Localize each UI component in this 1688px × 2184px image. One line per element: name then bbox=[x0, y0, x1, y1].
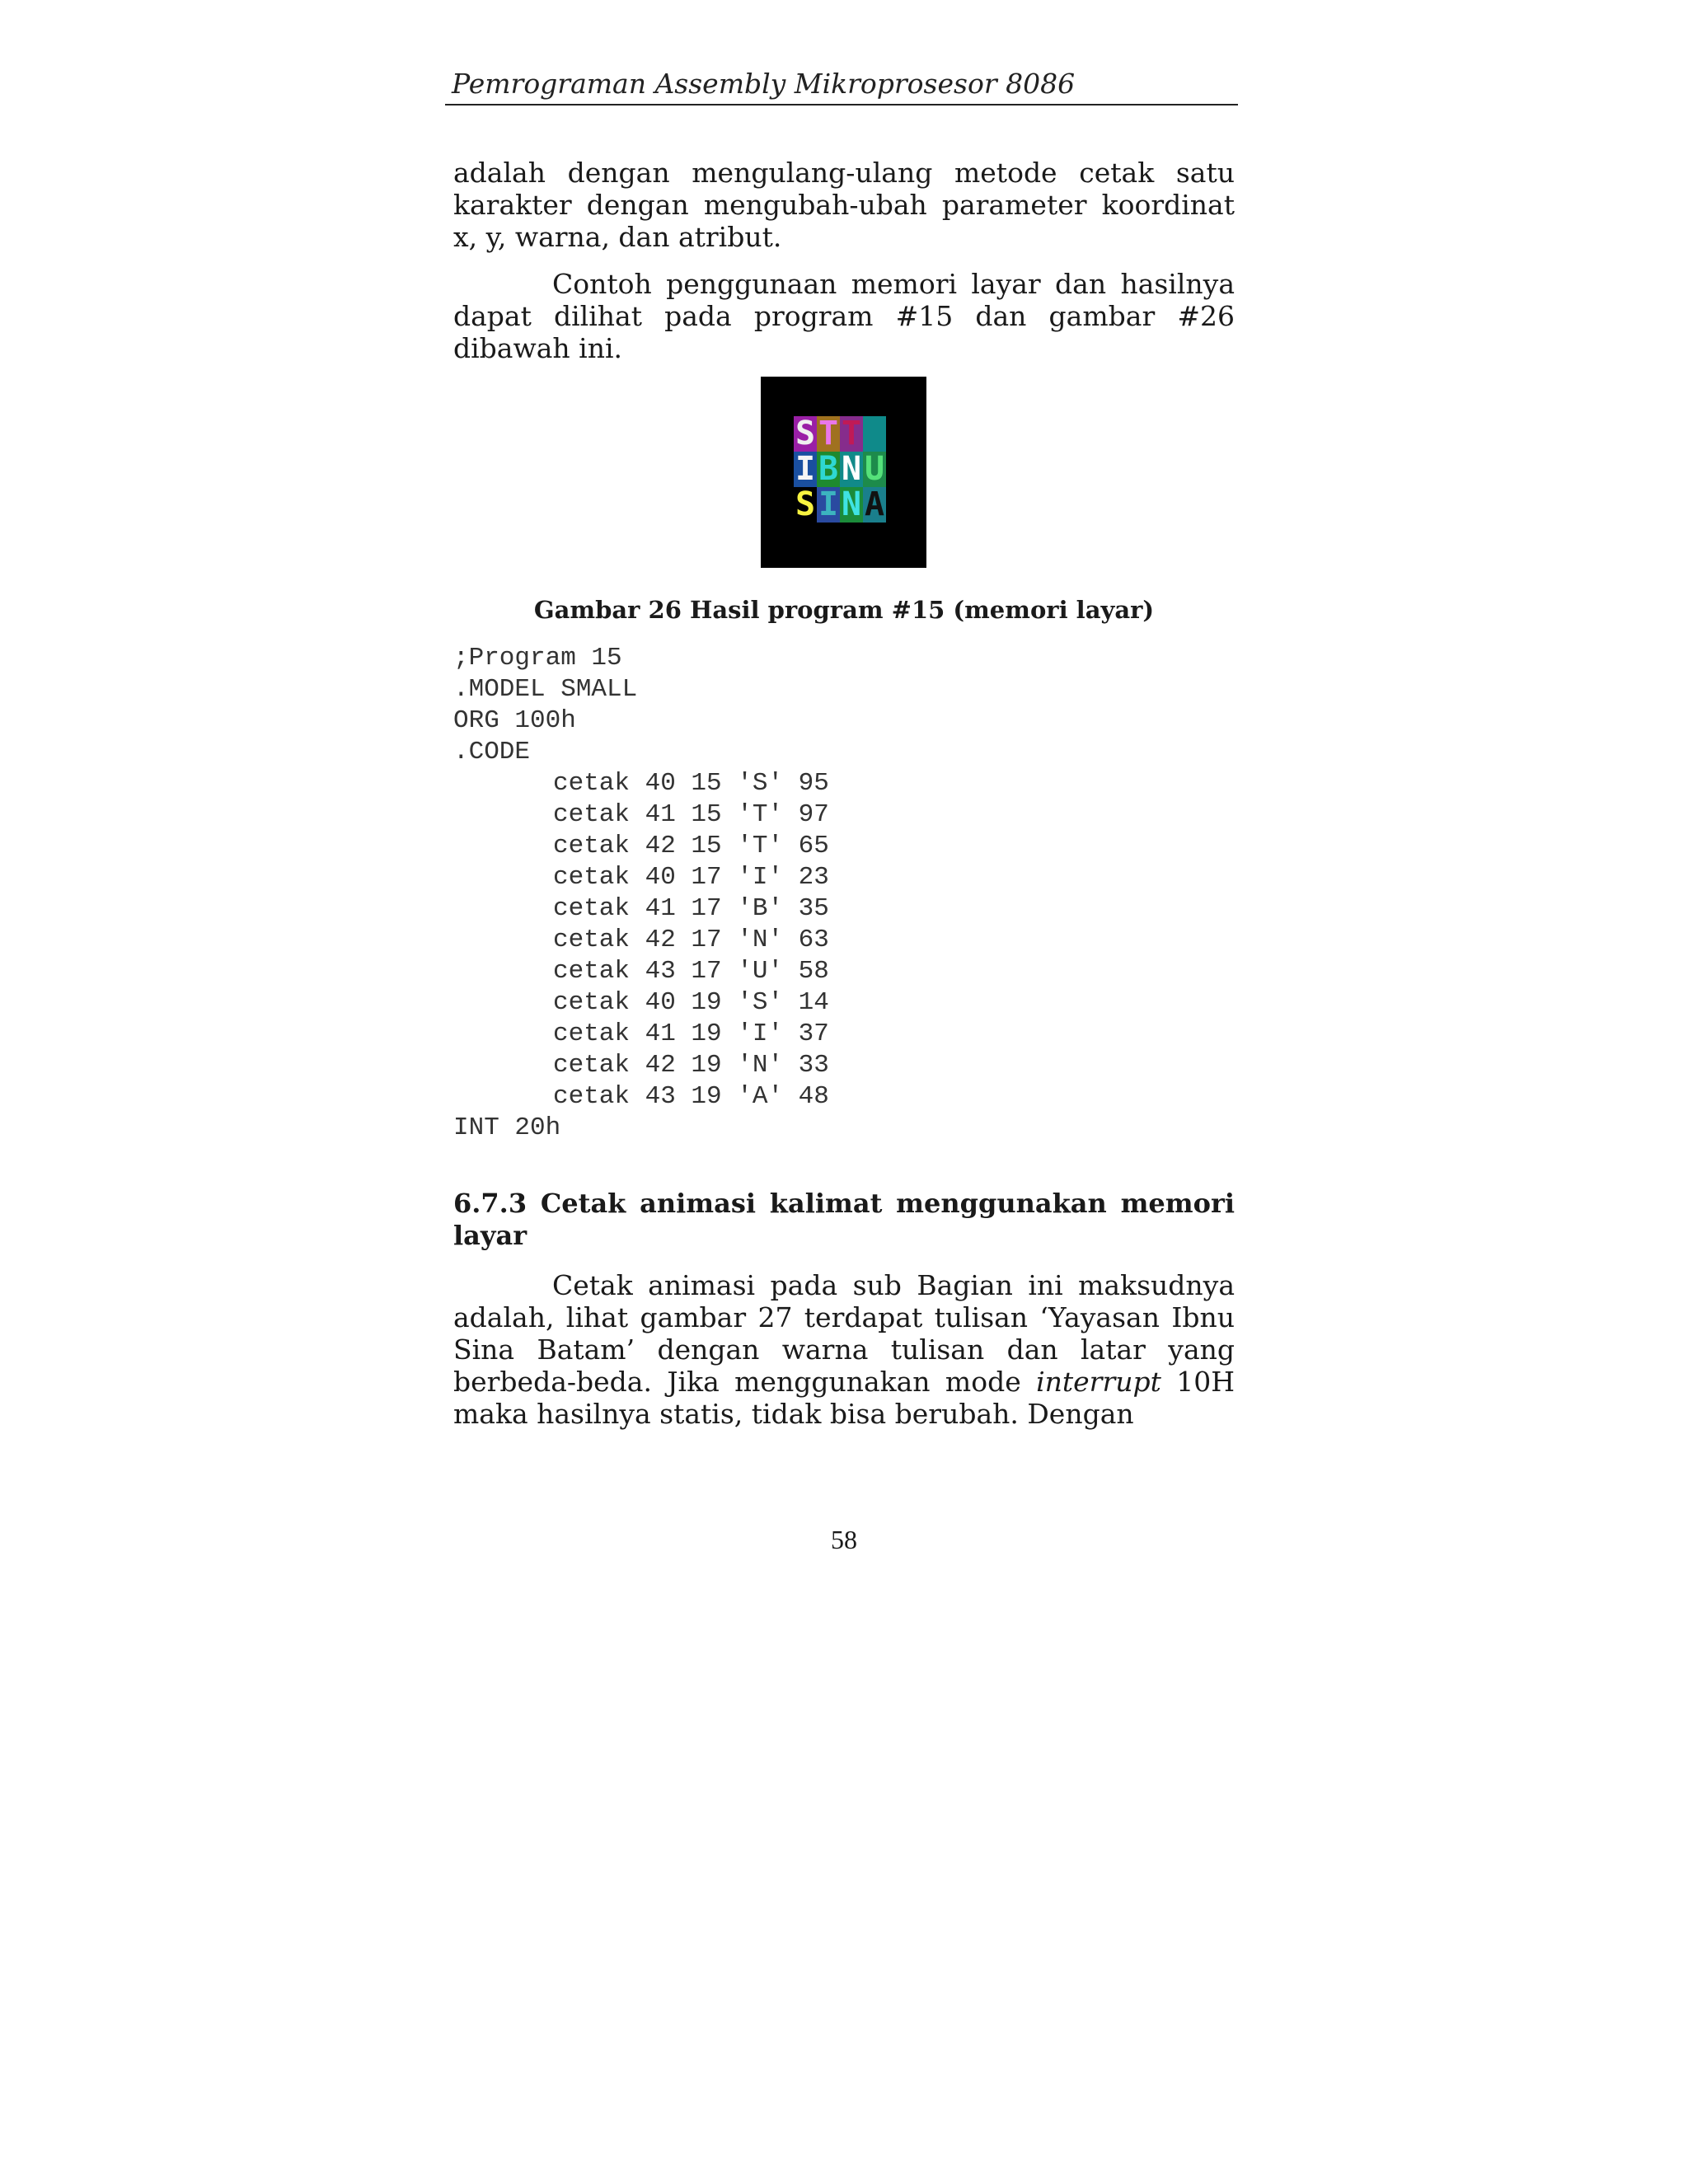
screen-char-cell: A bbox=[864, 487, 885, 523]
paragraph-intro: adalah dengan mengulang-ulang metode cetak satu karakter dengan mengubah-ubah parameter koordinat x, y, warna, dan atribut. bbox=[453, 157, 1235, 253]
figure-caption: Gambar 26 Hasil program #15 (memori layar) bbox=[533, 596, 1155, 624]
code-line: ;Program 15 bbox=[453, 644, 622, 673]
code-line: cetak 40 17 'I' 23 bbox=[553, 863, 829, 892]
paragraph-animation bbox=[453, 1269, 1235, 1430]
section-heading: 6.7.3 Cetak animasi kalimat menggunakan memori layar bbox=[453, 1188, 1235, 1251]
screen-char-cell: N bbox=[841, 487, 862, 523]
paragraph-text: 10H maka hasilnya statis, tidak bisa berubah. Dengan bbox=[453, 1366, 1235, 1430]
italic-term: interrupt bbox=[1036, 1366, 1161, 1398]
code-line: cetak 43 17 'U' 58 bbox=[553, 957, 829, 986]
running-header bbox=[445, 64, 1238, 105]
screen-char-cell: U bbox=[864, 452, 885, 487]
screen-char-cell: I bbox=[795, 452, 816, 487]
screen-char-cell: S bbox=[795, 487, 816, 523]
code-line: ORG 100h bbox=[453, 706, 576, 735]
code-line: cetak 40 19 'S' 14 bbox=[553, 988, 829, 1017]
code-line: cetak 43 19 'A' 48 bbox=[553, 1082, 829, 1111]
code-line: cetak 42 19 'N' 33 bbox=[553, 1051, 829, 1080]
screen-output-figure bbox=[761, 377, 926, 568]
page-number: 58 bbox=[831, 1525, 857, 1554]
paragraph-example: Contoh penggunaan memori layar dan hasilnya dapat dilihat pada program #15 dan gambar #26 dibawah ini. bbox=[453, 268, 1235, 364]
book-title: Pemrograman Assembly Mikroprosesor 8086 bbox=[452, 68, 1076, 100]
code-line: .CODE bbox=[453, 738, 531, 766]
code-line: cetak 41 15 'T' 97 bbox=[553, 800, 829, 829]
paragraph-text: Cetak animasi pada sub Bagian ini maksudnya adalah, lihat gambar 27 terdapat tulisan ‘Yayasan Ibnu Sina Batam’ dengan warna tulisan dan latar yang berbeda-beda. Jika menggunakan mode bbox=[453, 1269, 1235, 1398]
code-line: cetak 41 17 'B' 35 bbox=[553, 894, 829, 923]
screen-char-cell bbox=[863, 416, 886, 452]
screen-char-cell: B bbox=[818, 452, 839, 487]
code-line: cetak 40 15 'S' 95 bbox=[553, 769, 829, 798]
screen-char-cell: I bbox=[818, 487, 839, 523]
character-grid bbox=[794, 416, 886, 523]
screen-char-cell: N bbox=[841, 452, 862, 487]
screen-char-cell: T bbox=[818, 416, 839, 452]
code-line: cetak 41 19 'I' 37 bbox=[553, 1019, 829, 1048]
screen-char-cell: S bbox=[795, 416, 816, 452]
code-listing bbox=[453, 643, 1235, 1144]
code-line: INT 20h bbox=[453, 1113, 561, 1142]
code-line: cetak 42 15 'T' 65 bbox=[553, 832, 829, 860]
code-line: cetak 42 17 'N' 63 bbox=[553, 926, 829, 954]
code-line: .MODEL SMALL bbox=[453, 675, 638, 704]
screen-char-cell: T bbox=[841, 416, 862, 452]
